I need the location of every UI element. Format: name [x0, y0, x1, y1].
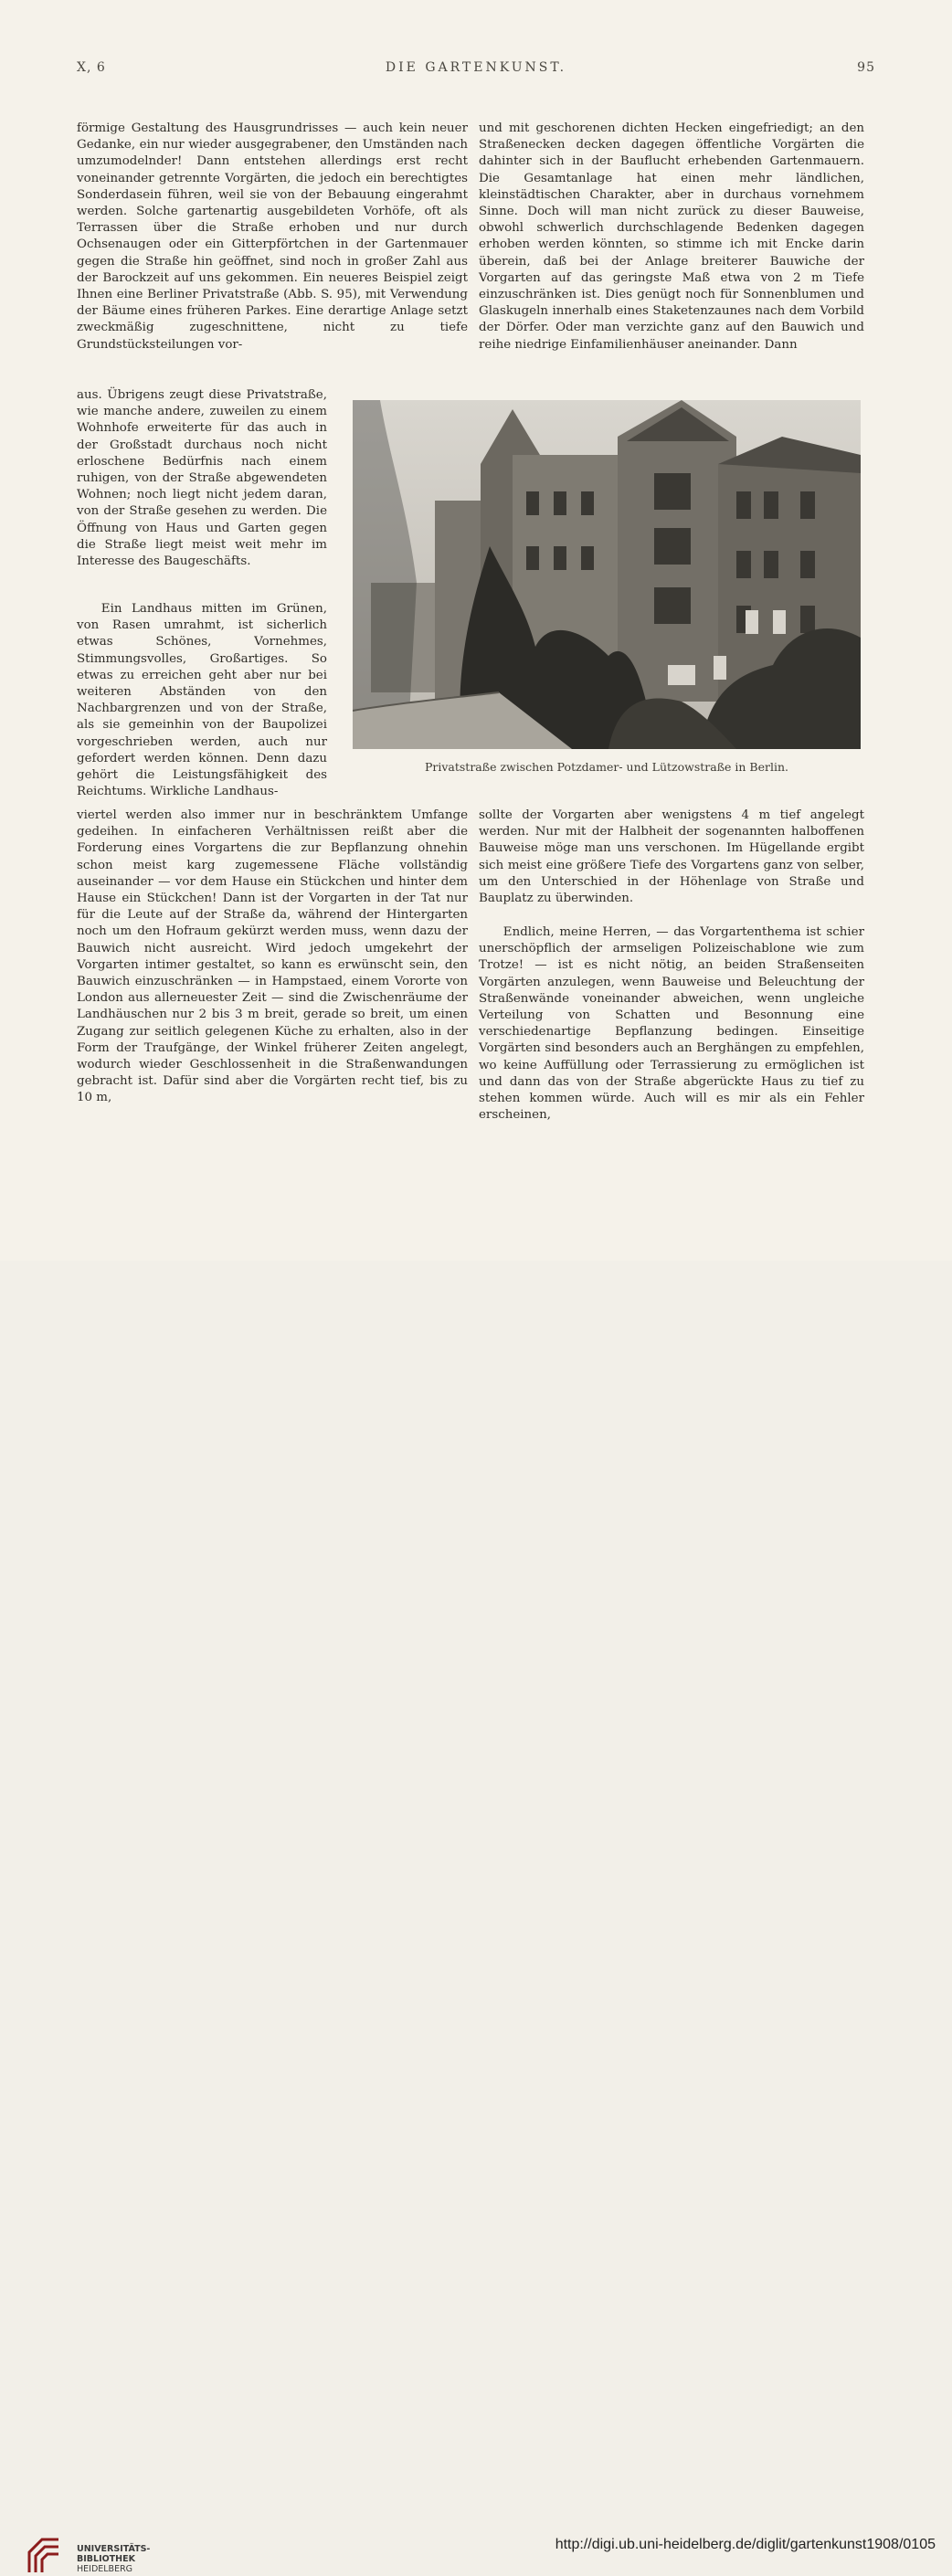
paragraph-endlich: Endlich, meine Herren, — das Vorgartenthema ist schier unerschöpflich der armseligen Polizeischablone wie zum Trotze! — ist es nicht nötig, an beiden Straßenseiten Vorgärten anzulegen, wenn Bauweise und Beleuchtung der Straßenwände voneinander abweichen, wenn ungleiche Verteilung von Schatten und Besonnung eine verschiedenartige Bepflanzung bedingen. Einseitige Vorgärten sind besonders auch an Berghängen zu empfehlen, wo keine Auffüllung oder Terrassierung zu ermöglichen ist und dann das von der Straße abgerückte Haus zu tief zu stehen kommen würde. Auch will es mir als ein Fehler erscheinen,	[479, 925, 864, 1123]
library-logo-icon	[26, 2536, 62, 2576]
paragraph-left-bottom: viertel werden also immer nur in beschränktem Umfange gedeihen. In einfacheren Verhältnissen reißt aber die Forderung eines Vorgartens die zur Bepflanzung ohnehin schon meist karg zugemessene Fläche vollständig auseinander — vor dem Hause ein Stückchen und hinter dem Hause ein Stückchen! Dann ist der Vorgarten in der Tat nur für die Leute auf der Straße da, während der Hintergarten noch um den Hofraum gekürzt werden muss, wenn dazu der Bauwich nicht ausreicht. Wird jedoch umgekehrt der Vorgarten intimer gestaltet, so kann es erwünscht sein, den Bauwich einzuschränken — in Hampstaed, einem Vororte von London aus allerneuester Zeit — sind die Zwischenräume der Landhäuschen nur 2 bis 3 m breit, gerade so breit, um einen Zugang zur seitlich gelegenen Küche zu erhalten, also in der Form der Traufgänge, der Winkel früherer Zeiten angelegt, wodurch wieder Geschlossenheit in die Straßenwandungen gebracht ist. Dafür sind aber die Vorgärten recht tief, bis zu 10 m,	[77, 808, 468, 1105]
library-name-line2: BIBLIOTHEK	[77, 2554, 135, 2564]
page-number: 95	[857, 60, 875, 75]
paragraph-landhaus: Ein Landhaus mitten im Grünen, von Rasen umrahmt, ist sicherlich etwas Schönes, Vornehmes, Stimmungsvolles, Großartiges. So etwas zu erreichen geht aber nur bei weiteren Abständen von den Nachbargrenzen und von der Straße, als sie gemeinhin von der Baupolizei vorgeschrieben werden, auch nur gefordert werden können. Denn dazu gehört die Leistungsfähigkeit des Reichtums. Wirkliche Landhaus-	[77, 602, 327, 799]
library-name-line3: HEIDELBERG	[77, 2564, 133, 2574]
paragraph-left-top: förmige Gestaltung des Hausgrundrisses — auch kein neuer Gedanke, ein nur wieder ausgegrabener, den Umständen nach umzumodelnder! Dann entstehen allerdings erst recht voneinander getrennte Vorgärten, die jedoch ein berechtigtes Sonderdasein führen, weil sie von der Bebauung eingerahmt werden. Solche gartenartig ausgebildeten Vorhöfe, oft als Terrassen über die Straße erhoben und nur durch Ochsenaugen oder ein Gitterpförtchen in der Gartenmauer gegen die Straße hin geöffnet, sind noch in großer Zahl aus der Barockzeit auf uns gekommen. Ein neueres Beispiel zeigt Ihnen eine Berliner Privatstraße (Abb. S. 95), mit Verwendung der Bäume eines früheren Parkes. Eine derartige Anlage setzt zweckmäßig zugeschnittene, nicht zu tiefe Grundstücksteilungen vor-	[77, 121, 468, 352]
library-name	[77, 2544, 150, 2574]
issue-number: X, 6	[77, 60, 106, 75]
paragraph-right-top: und mit geschorenen dichten Hecken eingefriedigt; an den Straßenecken decken dagegen öffentliche Vorgärten die dahinter sich in der Bauflucht erhebenden Gartenmauern. Die Gesamtanlage hat einen mehr ländlichen, kleinstädtischen Charakter, aber in durchaus vornehmem Sinne. Doch will man nicht zurück zu dieser Bauweise, obwohl schwerlich durchschlagende Bedenken dagegen erhoben werden könnten, so stimme ich mit Encke darin überein, daß bei der Anlage breiterer Bauwiche der Vorgarten auf das geringste Maß etwa von 2 m Tiefe einzuschränken ist. Dies genügt noch für Sonnenblumen und Glaskugeln innerhalb eines Staketenzaunes nach dem Vorbild der Dörfer. Oder man verzichte ganz auf den Bauwich und reihe niedrige Einfamilienhäuser aneinander. Dann	[479, 121, 864, 352]
figure-photo	[353, 400, 861, 749]
figure-caption: Privatstraße zwischen Potzdamer- und Lützowstraße in Berlin.	[424, 760, 789, 774]
paragraph-right-middle: sollte der Vorgarten aber wenigstens 4 m tief angelegt werden. Nur mit der Halbheit der sogenannten halboffenen Bauweise möge man uns verschonen. Im Hügellande ergibt sich meist eine größere Tiefe des Vorgartens ganz von selber, um den Unterschied in der Höhenlage von Straße und Bauplatz zu überwinden.	[479, 808, 864, 906]
journal-title: DIE GARTENKUNST.	[385, 60, 567, 75]
running-head	[77, 60, 875, 79]
paragraph-left-beside-figure: aus. Übrigens zeugt diese Privatstraße, wie manche andere, zuweilen zu einem Wohnhofe erweiterte für das auch in der Großstadt durchaus noch nicht erloschene Bedürfnis nach einem ruhigen, von der Straße abgewendeten Wohnen; noch liegt nicht jedem daran, von der Straße gesehen zu werden. Die Öffnung von Haus und Garten gegen die Straße liegt meist weit mehr im Interesse des Baugeschäfts.	[77, 388, 327, 569]
photo-illustration	[353, 400, 861, 749]
library-name-line1: UNIVERSITÄTS-	[77, 2544, 151, 2554]
footer-bar	[0, 1261, 952, 2574]
source-url[interactable]: http://digi.ub.uni-heidelberg.de/diglit/gartenkunst1908/0105	[555, 2537, 936, 2552]
page	[0, 0, 952, 1261]
